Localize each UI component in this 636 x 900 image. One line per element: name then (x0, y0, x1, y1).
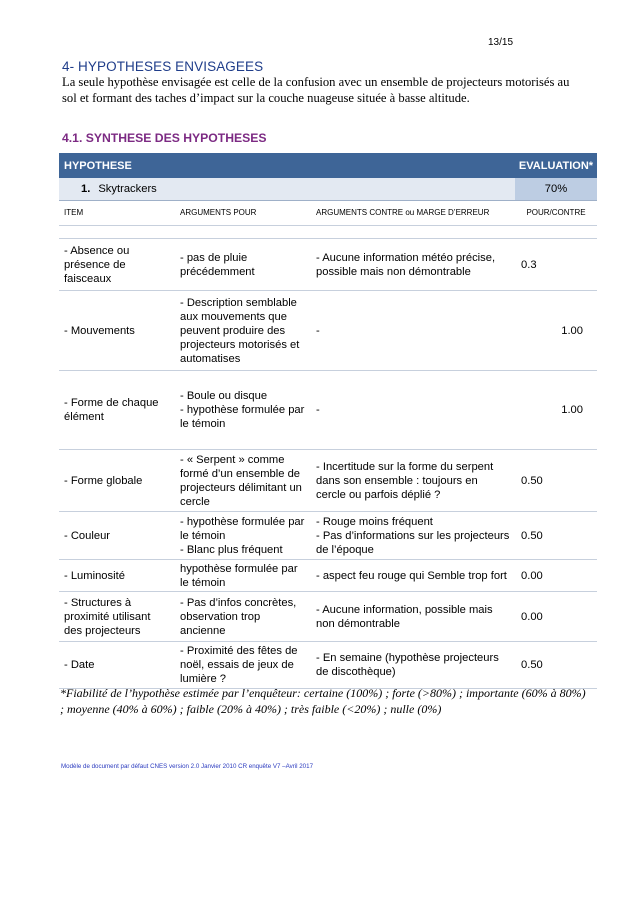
row-score: 0.50 (515, 450, 597, 512)
row-score: 0.00 (515, 560, 597, 592)
row-pour: - Proximité des fêtes de noël, essais de jeux de lumière ? (175, 642, 311, 689)
row-item: - Absence ou présence de faisceaux (59, 239, 175, 291)
table-row (59, 642, 597, 689)
row-item: - Date (59, 642, 175, 689)
hypotheses-table (59, 153, 597, 689)
row-contre: - Aucune information, possible mais non démontrable (311, 592, 515, 642)
row-score: 1.00 (515, 291, 597, 371)
header-evaluation: EVALUATION* (515, 153, 597, 178)
row-contre: - En semaine (hypothèse projecteurs de discothèque) (311, 642, 515, 689)
row-pour: - hypothèse formulée par le témoin - Blanc plus fréquent (175, 512, 311, 560)
row-score: 0.50 (515, 642, 597, 689)
spacer-row (59, 226, 597, 239)
column-pour: ARGUMENTS POUR (175, 201, 311, 226)
table-row (59, 450, 597, 512)
table-header-row (59, 153, 597, 178)
row-contre: - Rouge moins fréquent - Pas d’informations sur les projecteurs de l’époque (311, 512, 515, 560)
hypothesis-name: Skytrackers (98, 183, 157, 195)
row-contre: - Aucune information météo précise, possible mais non démontrable (311, 239, 515, 291)
row-item: - Structures à proximité utilisant des projecteurs (59, 592, 175, 642)
row-pour: - Description semblable aux mouvements que peuvent produire des projecteurs motorisés et automatises (175, 291, 311, 371)
column-item: ITEM (59, 201, 175, 226)
page-number: 13/15 (488, 37, 514, 48)
hypothesis-row (59, 178, 597, 201)
row-contre: - (311, 291, 515, 371)
section-title: 4- HYPOTHESES ENVISAGEES (62, 59, 264, 74)
row-item: - Couleur (59, 512, 175, 560)
row-contre: - (311, 371, 515, 450)
row-pour: - pas de pluie précédemment (175, 239, 311, 291)
footnote: *Fiabilité de l’hypothèse estimée par l’enquêteur: certaine (100%) ; forte (>80%) ; importante (60% à 80%) ; moyenne (40% à 60%) ; faible (20% à 40%) ; très faible (<20%) ; nulle (0%) (60, 686, 586, 716)
table-row (59, 560, 597, 592)
header-hypothese: HYPOTHESE (59, 153, 515, 178)
table-row (59, 291, 597, 371)
table-row (59, 239, 597, 291)
row-pour: - Boule ou disque - hypothèse formulée par le témoin (175, 371, 311, 450)
subsection-title: 4.1. SYNTHESE DES HYPOTHESES (62, 131, 267, 145)
row-score: 0.3 (515, 239, 597, 291)
row-score: 1.00 (515, 371, 597, 450)
row-contre: - aspect feu rouge qui Semble trop fort (311, 560, 515, 592)
hypothesis-number: 1. (81, 183, 91, 195)
row-pour: - « Serpent » comme formé d’un ensemble de projecteurs délimitant un cercle (175, 450, 311, 512)
hypothesis-percent: 70% (515, 178, 597, 201)
row-item: - Forme globale (59, 450, 175, 512)
hypothesis-name-cell (59, 178, 515, 201)
row-score: 0.50 (515, 512, 597, 560)
row-score: 0.00 (515, 592, 597, 642)
row-item: - Forme de chaque élément (59, 371, 175, 450)
table-row (59, 512, 597, 560)
row-pour: - Pas d’infos concrètes, observation trop ancienne (175, 592, 311, 642)
row-item: - Mouvements (59, 291, 175, 371)
table-row (59, 371, 597, 450)
intro-paragraph: La seule hypothèse envisagée est celle de la confusion avec un ensemble de projecteurs motorisés au sol et formant des taches d’impact sur la couche nuageuse située à basse altitude. (62, 75, 570, 105)
row-item: - Luminosité (59, 560, 175, 592)
row-pour: hypothèse formulée par le témoin (175, 560, 311, 592)
column-contre: ARGUMENTS CONTRE ou MARGE D’ERREUR (311, 201, 515, 226)
document-footer: Modèle de document par défaut CNES version 2.0 Janvier 2010 CR enquête V7 –Avril 2017 (61, 763, 314, 770)
column-score: POUR/CONTRE (515, 201, 597, 226)
table-row (59, 592, 597, 642)
column-header-row (59, 201, 597, 226)
row-contre: - Incertitude sur la forme du serpent dans son ensemble : toujours en cercle ou parfois déplié ? (311, 450, 515, 512)
